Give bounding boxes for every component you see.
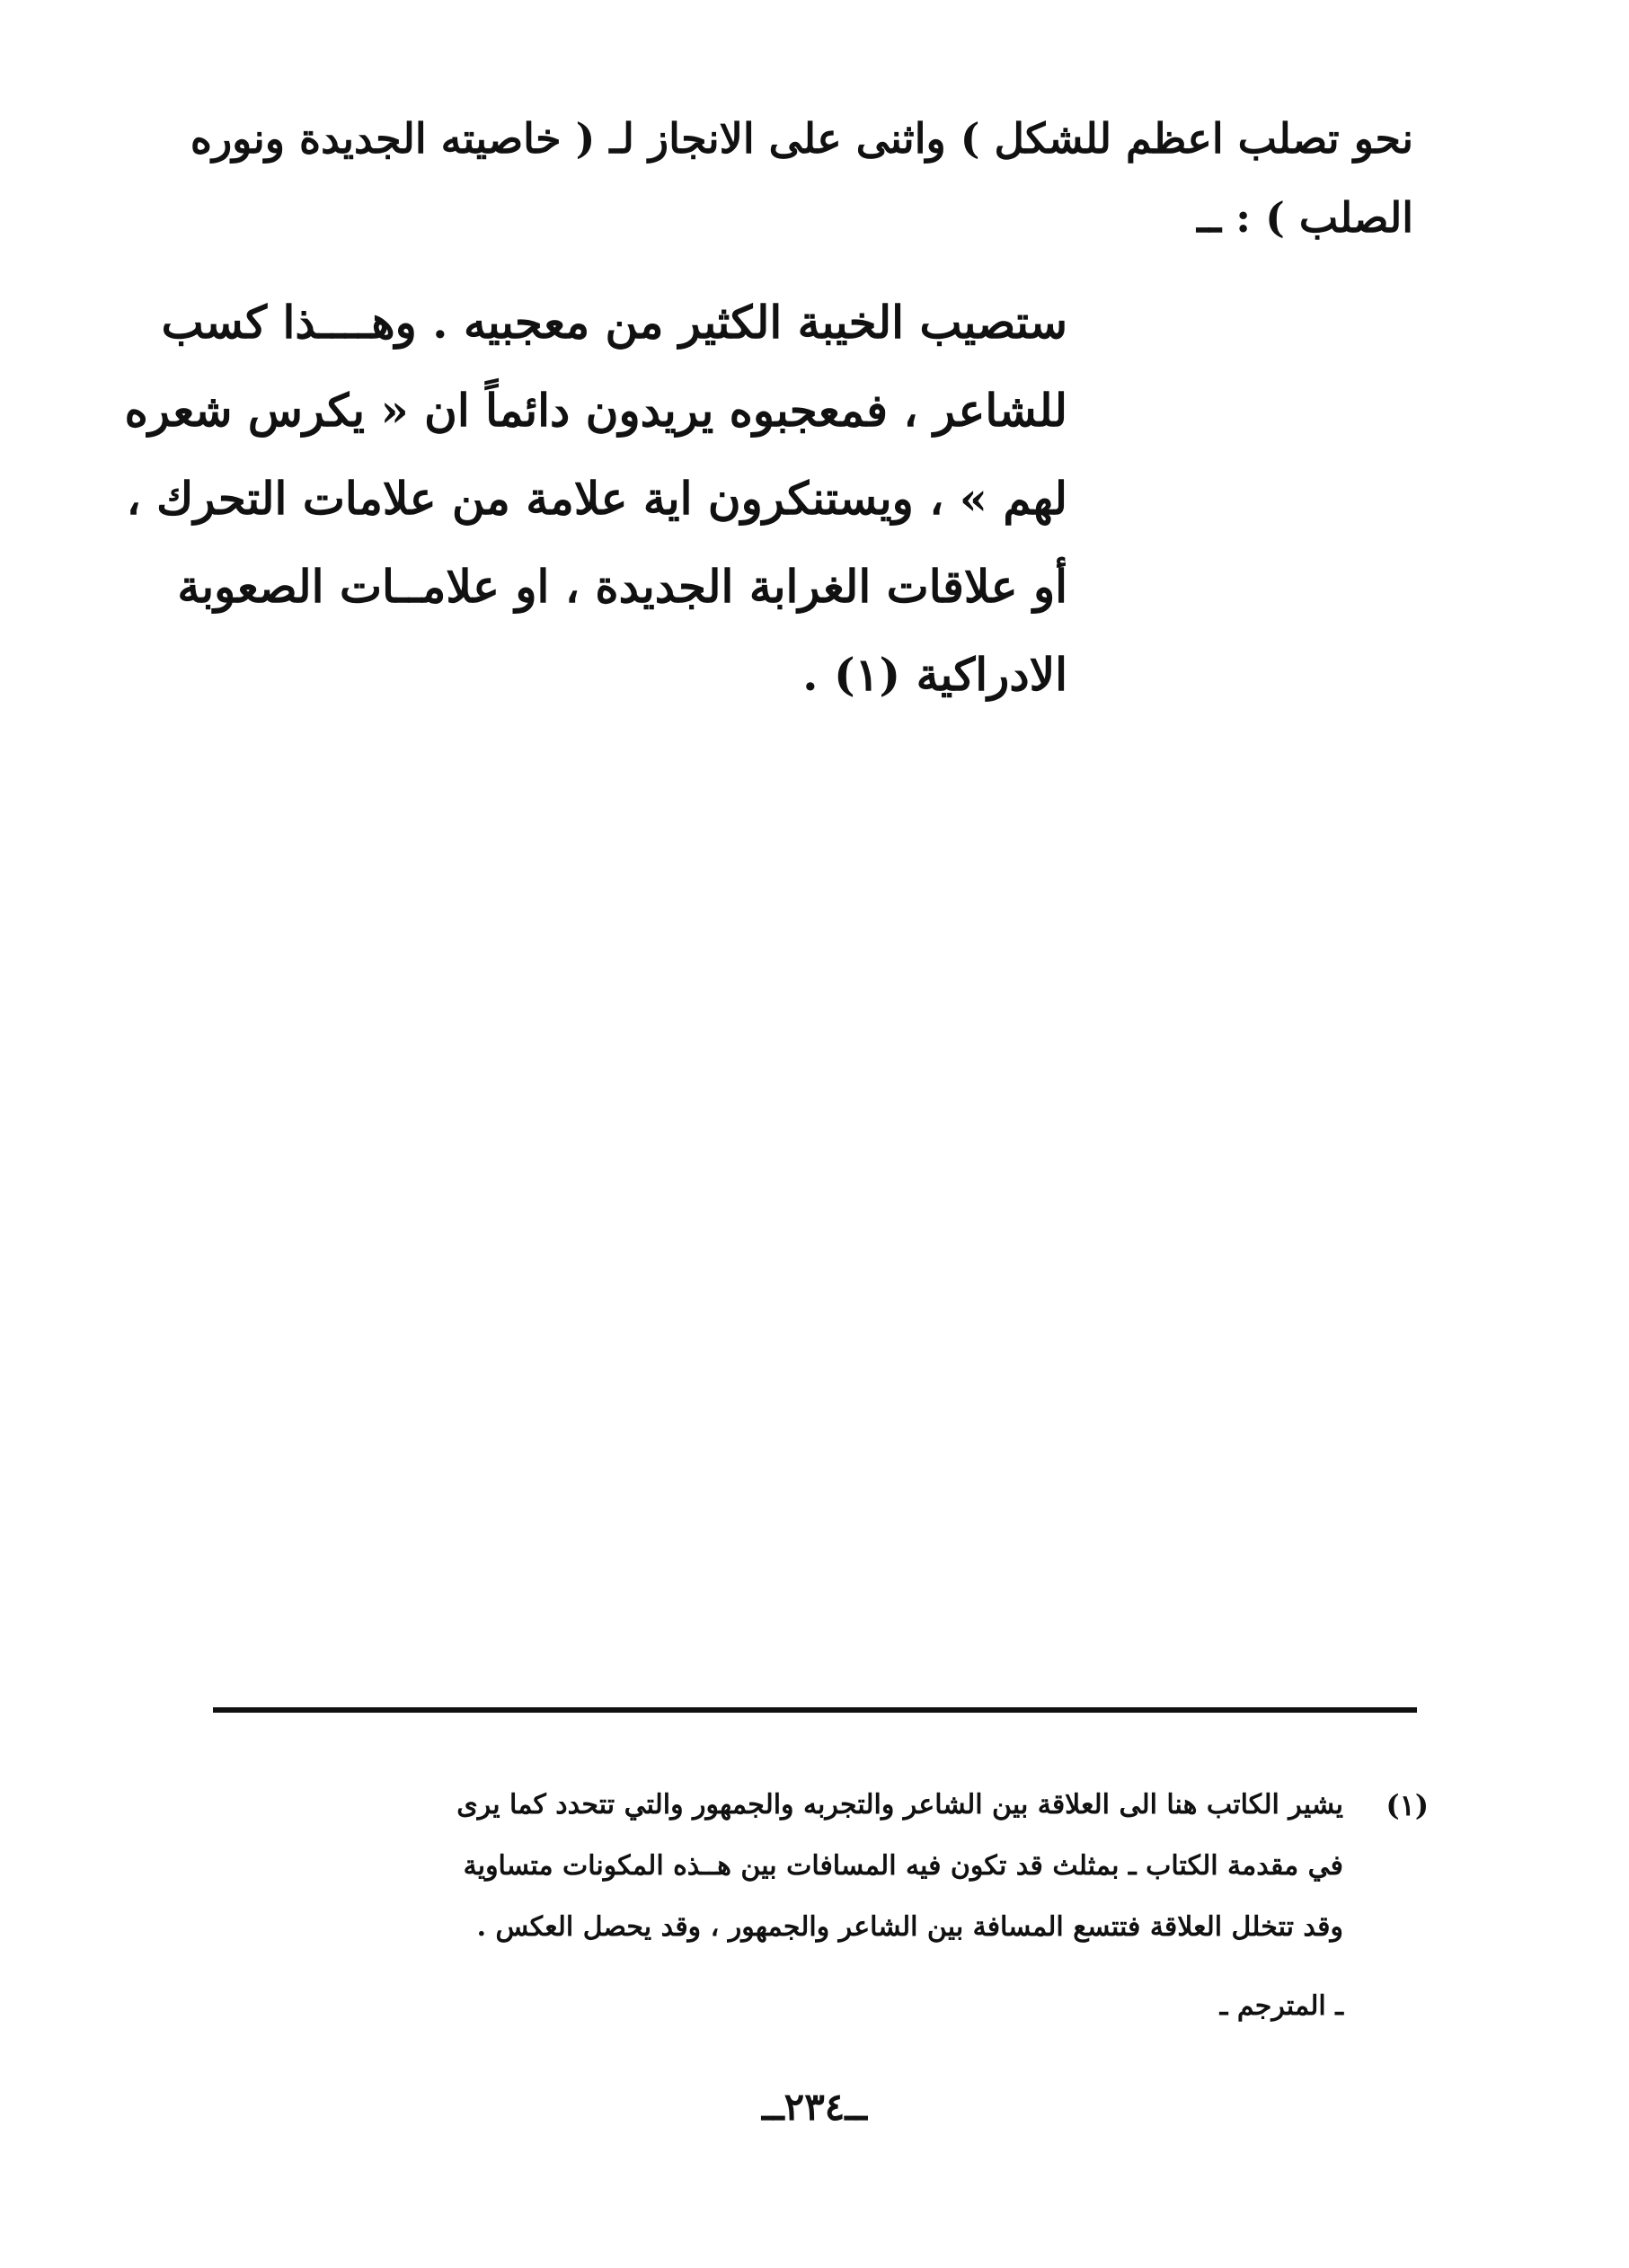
intro-paragraph bbox=[190, 99, 1413, 257]
footnote-line: يشير الكاتب هنا الى العلاقة بين الشاعر والتجربه والجمهور والتي تتحدد كما يرى bbox=[456, 1789, 1343, 1821]
quoted-passage bbox=[124, 279, 1067, 719]
translator-signature: ـ المترجم ـ bbox=[1219, 1990, 1343, 2022]
footnote-line: في مقدمة الكتاب ـ بمثلث قد تكون فيه المسافات بين هــذه المكونات متساوية bbox=[463, 1850, 1343, 1882]
quote-line: للشاعر ، فمعجبوه يريدون دائماً ان « يكرس شعره bbox=[124, 384, 1067, 437]
footnote-divider bbox=[213, 1707, 1417, 1713]
quote-line: ستصيب الخيبة الكثير من معجبيه . وهــــذا كسب bbox=[161, 296, 1067, 349]
intro-line: الصلب ) : ــ bbox=[1197, 193, 1413, 242]
quote-line: الادراكية (١) . bbox=[802, 648, 1067, 701]
footnote-line: وقد تتخلل العلاقة فتتسع المسافة بين الشاعر والجمهور ، وقد يحصل العكس . bbox=[476, 1911, 1343, 1943]
page-number: ــ٢٣٤ــ bbox=[762, 2085, 867, 2129]
footnote bbox=[247, 1775, 1429, 2037]
quote-line: لهم » ، ويستنكرون اية علامة من علامات التحرك ، bbox=[126, 472, 1067, 525]
quote-line: أو علاقات الغرابة الجديدة ، او علامــات الصعوبة bbox=[177, 560, 1067, 613]
footnote-marker: (١) bbox=[1386, 1788, 1429, 1822]
intro-line: نحو تصلب اعظم للشكل ) واثنى على الانجاز لـ ( خاصيته الجديدة ونوره bbox=[190, 114, 1413, 163]
